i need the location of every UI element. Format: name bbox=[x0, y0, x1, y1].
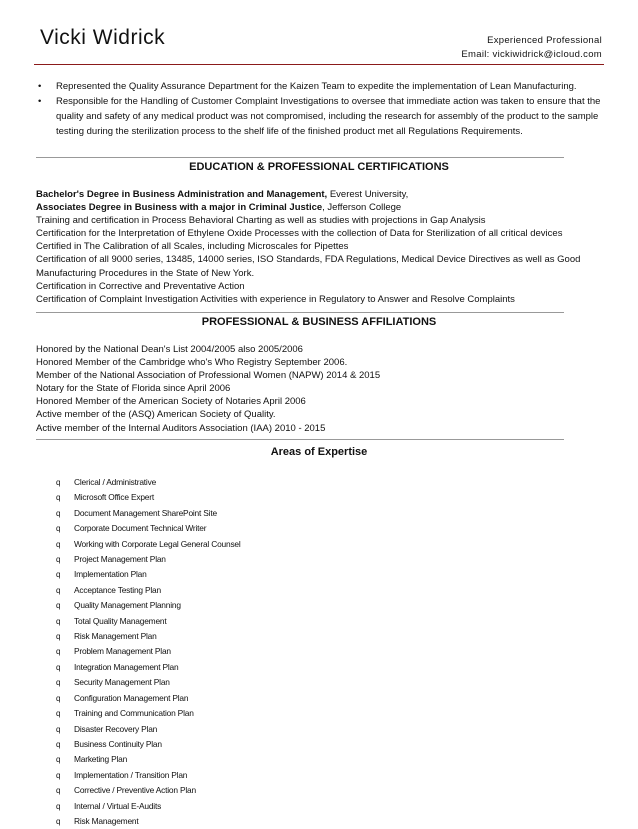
expertise-item: q Integration Management Plan bbox=[56, 660, 241, 675]
certification-line: Certified in The Calibration of all Scales, including Microscales for Pipettes bbox=[36, 241, 349, 253]
certification-line: Certification of Complaint Investigation Activities with experience in Regulatory to Answer and Resolve Complaints bbox=[36, 293, 515, 305]
expertise-item: q Business Continuity Plan bbox=[56, 737, 241, 752]
expertise-item: q Corporate Document Technical Writer bbox=[56, 521, 241, 536]
expertise-item: q Risk Management bbox=[56, 814, 241, 829]
bullet-icon: • bbox=[38, 81, 42, 92]
checkbox-bullet-icon: q bbox=[56, 755, 61, 765]
email-address: Email: vickiwidrick@icloud.com bbox=[461, 49, 602, 60]
experience-bullets bbox=[36, 79, 602, 139]
checkbox-bullet-icon: q bbox=[56, 632, 61, 642]
checkbox-bullet-icon: q bbox=[56, 739, 61, 749]
expertise-item: q Microsoft Office Expert bbox=[56, 490, 241, 505]
checkbox-bullet-icon: q bbox=[56, 508, 61, 518]
checkbox-bullet-icon: q bbox=[56, 678, 61, 688]
checkbox-bullet-icon: q bbox=[56, 647, 61, 657]
checkbox-bullet-icon: q bbox=[56, 601, 61, 611]
checkbox-bullet-icon: q bbox=[56, 555, 61, 565]
checkbox-bullet-icon: q bbox=[56, 770, 61, 780]
bullet-item: • Represented the Quality Assurance Department for the Kaizen Team to expedite the implementation of Lean Manufacturing. bbox=[38, 81, 577, 92]
bullet-item: • Responsible for the Handling of Customer Complaint Investigations to oversee that immediate action was taken to ensure that the quality and safety of any medical product was not compromised, including the research for assembly of the product to the sample testing during the sterilization process to the shelf life of the finished product met all Regulations Requirements. bbox=[38, 96, 601, 137]
affiliation-line: Honored Member of the Cambridge who's Who Registry September 2006. bbox=[36, 357, 348, 369]
education-title: EDUCATION & PROFESSIONAL CERTIFICATIONS bbox=[189, 161, 449, 173]
expertise-item: q Document Management SharePoint Site bbox=[56, 506, 241, 521]
expertise-divider bbox=[36, 439, 564, 440]
expertise-list bbox=[56, 475, 241, 829]
affiliation-line: Honored by the National Dean's List 2004/2005 also 2005/2006 bbox=[36, 344, 303, 355]
expertise-item: q Implementation / Transition Plan bbox=[56, 768, 241, 783]
degree-line: Associates Degree in Business with a major in Criminal Justice, Jefferson College bbox=[36, 202, 402, 214]
checkbox-bullet-icon: q bbox=[56, 570, 61, 580]
education-divider bbox=[36, 157, 564, 158]
checkbox-bullet-icon: q bbox=[56, 585, 61, 595]
expertise-item: q Security Management Plan bbox=[56, 675, 241, 690]
certification-line: Certification for the Interpretation of Ethylene Oxide Processes with the collection of Data for Sterilization of all critical devices bbox=[36, 228, 563, 240]
certification-line: Manufacturing Procedures in the State of New York. bbox=[36, 267, 255, 279]
expertise-item: q Clerical / Administrative bbox=[56, 475, 241, 490]
bullet-icon: • bbox=[38, 96, 42, 107]
expertise-item: q Risk Management Plan bbox=[56, 629, 241, 644]
affiliation-line: Active member of the (ASQ) American Society of Quality. bbox=[36, 409, 276, 421]
checkbox-bullet-icon: q bbox=[56, 801, 61, 811]
education-block bbox=[36, 188, 606, 306]
expertise-item: q Corrective / Preventive Action Plan bbox=[56, 783, 241, 798]
certification-line: Training and certification in Process Behavioral Charting as well as studies with projections in Gap Analysis bbox=[36, 215, 486, 227]
expertise-item: q Internal / Virtual E-Audits bbox=[56, 799, 241, 814]
checkbox-bullet-icon: q bbox=[56, 724, 61, 734]
candidate-name: Vicki Widrick bbox=[40, 26, 166, 49]
professional-title: Experienced Professional bbox=[487, 35, 602, 46]
expertise-item: q Acceptance Testing Plan bbox=[56, 583, 241, 598]
degree-line: Bachelor's Degree in Business Administration and Management, Everest University, bbox=[36, 189, 409, 200]
checkbox-bullet-icon: q bbox=[56, 662, 61, 672]
checkbox-bullet-icon: q bbox=[56, 786, 61, 796]
checkbox-bullet-icon: q bbox=[56, 616, 61, 626]
expertise-item: q Training and Communication Plan bbox=[56, 706, 241, 721]
header-divider bbox=[34, 64, 604, 65]
expertise-item: q Configuration Management Plan bbox=[56, 691, 241, 706]
expertise-item: q Problem Management Plan bbox=[56, 644, 241, 659]
expertise-item: q Marketing Plan bbox=[56, 752, 241, 767]
checkbox-bullet-icon: q bbox=[56, 539, 61, 549]
certification-line: Certification in Corrective and Preventative Action bbox=[36, 280, 245, 292]
checkbox-bullet-icon: q bbox=[56, 524, 61, 534]
expertise-item: q Implementation Plan bbox=[56, 567, 241, 582]
expertise-item: q Working with Corporate Legal General Counsel bbox=[56, 537, 241, 552]
expertise-item: q Total Quality Management bbox=[56, 614, 241, 629]
header-contact bbox=[461, 34, 602, 62]
expertise-item: q Quality Management Planning bbox=[56, 598, 241, 613]
expertise-item: q Disaster Recovery Plan bbox=[56, 722, 241, 737]
certification-line: Certification of all 9000 series, 13485, 14000 series, ISO Standards, FDA Regulations, Medical Device Directives as well as Good bbox=[36, 254, 581, 266]
checkbox-bullet-icon: q bbox=[56, 478, 61, 487]
affiliations-divider bbox=[36, 312, 564, 313]
expertise-item: q Project Management Plan bbox=[56, 552, 241, 567]
affiliations-block bbox=[36, 343, 606, 435]
checkbox-bullet-icon: q bbox=[56, 816, 61, 826]
affiliation-line: Member of the National Association of Professional Women (NAPW) 2014 & 2015 bbox=[36, 370, 381, 382]
affiliation-line: Notary for the State of Florida since April 2006 bbox=[36, 383, 231, 395]
affiliations-title: PROFESSIONAL & BUSINESS AFFILIATIONS bbox=[201, 316, 437, 328]
expertise-title: Areas of Expertise bbox=[270, 446, 368, 458]
checkbox-bullet-icon: q bbox=[56, 709, 61, 719]
checkbox-bullet-icon: q bbox=[56, 693, 61, 703]
affiliation-line: Active member of the Internal Auditors Association (IAA) 2010 - 2015 bbox=[36, 422, 326, 434]
checkbox-bullet-icon: q bbox=[56, 493, 61, 503]
affiliation-line: Honored Member of the American Society of Notaries April 2006 bbox=[36, 396, 306, 408]
